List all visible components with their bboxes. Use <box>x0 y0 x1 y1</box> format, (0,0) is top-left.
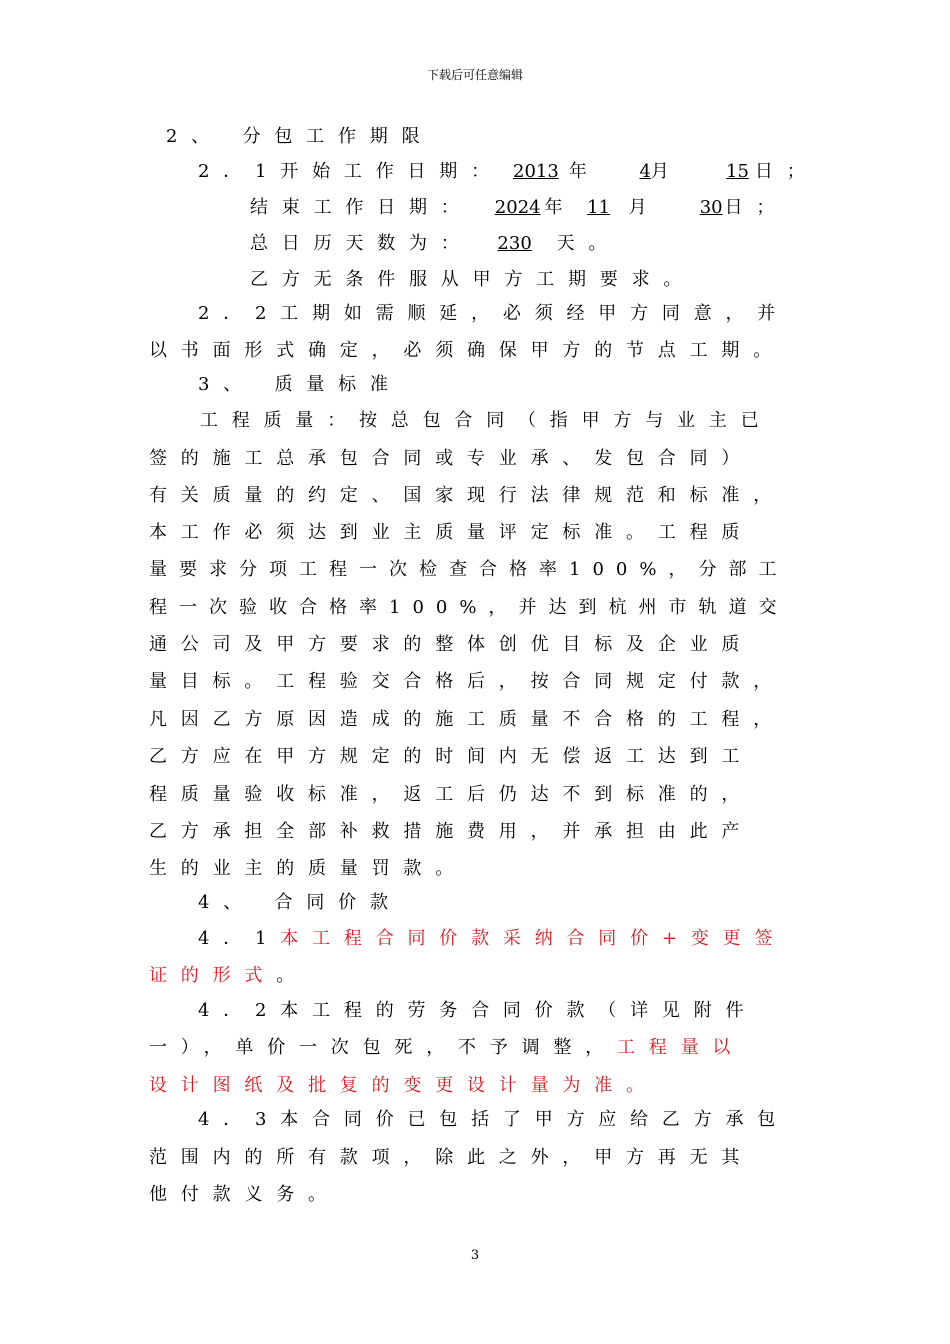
price-item-2-red-text: 工程量以 <box>617 1037 745 1058</box>
month-unit: 月 <box>628 197 647 218</box>
period: 。 <box>588 233 621 254</box>
start-day: 15 <box>726 161 749 182</box>
extension-line-2: 以书面形式确定，必须确保甲方的节点工期。 <box>149 340 785 361</box>
quality-line: 本工作必须达到业主质量评定标准。工程质 <box>149 522 754 543</box>
price-item-1-cont <box>149 963 308 989</box>
quality-line: 通公司及甲方要求的整体创优目标及企业质 <box>149 634 754 655</box>
obey-schedule: 乙方无条件服从甲方工期要求。 <box>250 269 696 290</box>
price-item-2-black-text: 一），单价一次包死，不予调整， <box>149 1037 617 1058</box>
day-unit: 日 <box>724 197 757 218</box>
quality-line: 有关质量的约定、国家现行法律规范和标准， <box>149 485 785 506</box>
quality-line: 签的施工总承包合同或专业承、发包合同） <box>149 448 754 469</box>
section-4-title: 4、 合同价款 <box>198 892 402 913</box>
year-unit: 年 <box>568 161 587 182</box>
day-unit: 日 <box>754 161 787 182</box>
quality-line: 程一次验收合格率100%，并达到杭州市轨道交 <box>149 597 789 618</box>
page-header: 下载后可任意编辑 <box>426 68 523 82</box>
price-item-2-line-3: 设计图纸及批复的变更设计量为准。 <box>149 1075 658 1096</box>
price-item-3-line-1: 4．3本合同价已包括了甲方应给乙方承包 <box>198 1109 790 1130</box>
end-day: 30 <box>699 197 723 218</box>
price-item-1-red-text: 本工程合同价款采纳合同价+变更签 <box>280 928 787 949</box>
end-year: 2024 <box>494 197 541 218</box>
total-days-value: 230 <box>497 233 532 254</box>
end-month: 11 <box>587 197 611 218</box>
price-item-3-line-2: 范围内的所有款项，除此之外，甲方再无其 <box>149 1147 754 1168</box>
start-date-label: 2．1开始工作日期： <box>198 161 503 182</box>
total-days-row <box>250 231 620 257</box>
price-item-1-number: 4．1 <box>198 928 281 949</box>
quality-line: 乙方承担全部补救措施费用，并承担由此产 <box>149 821 754 842</box>
total-days-label: 总日历天数为： <box>250 233 473 254</box>
semicolon: ； <box>756 197 789 218</box>
price-item-1-red-text-2: 证的形式 <box>149 965 277 986</box>
page-number: 3 <box>470 1248 480 1263</box>
days-unit: 天 <box>556 233 589 254</box>
end-date-row <box>250 195 788 221</box>
end-date-label: 结束工作日期： <box>250 197 473 218</box>
price-item-2-line-1: 4．2本工程的劳务合同价款（详见附件 <box>198 1000 758 1021</box>
price-item-2-line-2 <box>149 1035 744 1061</box>
price-item-1-end: 。 <box>276 965 309 986</box>
semicolon: ； <box>786 161 819 182</box>
start-date-row <box>198 159 819 185</box>
start-month: 4 <box>639 161 651 182</box>
start-year: 2013 <box>513 161 559 182</box>
extension-line-1: 2．2工期如需顺延，必须经甲方同意，并 <box>198 303 790 324</box>
quality-line: 生的业主的质量罚款。 <box>149 858 467 879</box>
year-unit: 年 <box>544 197 563 218</box>
quality-line: 乙方应在甲方规定的时间内无偿返工达到工 <box>149 746 754 767</box>
quality-line: 工程质量：按总包合同（指甲方与业主已 <box>200 410 773 431</box>
quality-line: 凡因乙方原因造成的施工质量不合格的工程， <box>149 709 785 730</box>
price-item-1 <box>198 926 786 952</box>
quality-line: 量要求分项工程一次检查合格率100%，分部工 <box>149 559 789 580</box>
month-unit: 月 <box>650 161 669 182</box>
quality-line: 程质量验收标准，返工后仍达不到标准的， <box>149 784 754 805</box>
price-item-3-line-3: 他付款义务。 <box>149 1184 340 1205</box>
section-3-title: 3、 质量标准 <box>198 374 402 395</box>
quality-line: 量目标。工程验交合格后，按合同规定付款， <box>149 671 785 692</box>
section-2-title: 2、 分包工作期限 <box>166 126 434 147</box>
